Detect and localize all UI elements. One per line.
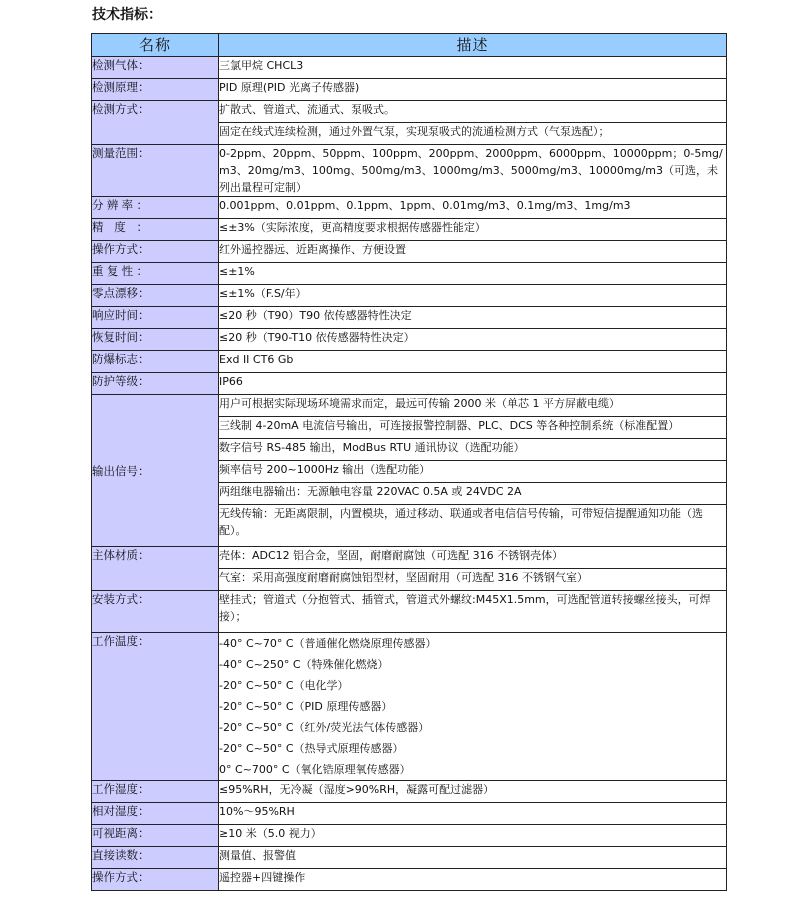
row-label: 相对湿度： bbox=[92, 803, 219, 825]
table-row bbox=[92, 79, 727, 101]
desc-line: -20° C~50° C（红外/荧光法气体传感器） bbox=[219, 721, 430, 734]
row-desc: ≤95%RH，无冷凝（湿度>90%RH，凝露可配过滤器） bbox=[219, 781, 727, 803]
table-row bbox=[92, 781, 727, 803]
row-label: 测量范围： bbox=[92, 145, 219, 197]
row-desc: ≤±3%（实际浓度，更高精度要求根据传感器性能定） bbox=[219, 219, 727, 241]
table-row bbox=[92, 307, 727, 329]
row-desc: 0-2ppm、20ppm、50ppm、100ppm、200ppm、2000ppm、6000ppm、10000ppm；0-5mg/m3、20mg/m3、100mg、500mg/m3、1000mg/m3、5000mg/m3、10000mg/m3（可选，未列出量程可定制） bbox=[219, 145, 727, 197]
row-desc: ≥10 米（5.0 视力） bbox=[219, 825, 727, 847]
desc-line: 0° C~700° C（氧化锆原理氧传感器） bbox=[219, 763, 411, 776]
table-row bbox=[92, 351, 727, 373]
table-row bbox=[92, 547, 727, 569]
row-desc: 数字信号 RS-485 输出，ModBus RTU 通讯协议（选配功能） bbox=[219, 439, 727, 461]
row-desc: 三线制 4-20mA 电流信号输出，可连接报警控制器、PLC、DCS 等各种控制系统（标准配置） bbox=[219, 417, 727, 439]
row-desc: 用户可根据实际现场环境需求而定，最远可传输 2000 米（单芯 1 平方屏蔽电缆） bbox=[219, 395, 727, 417]
header-name: 名称 bbox=[92, 34, 219, 57]
row-desc: 10%～95%RH bbox=[219, 803, 727, 825]
row-desc: 三氯甲烷 CHCL3 bbox=[219, 57, 727, 79]
row-label: 检测气体： bbox=[92, 57, 219, 79]
row-label: 主体材质： bbox=[92, 547, 219, 591]
row-desc: 固定在线式连续检测，通过外置气泵，实现泵吸式的流通检测方式（气泵选配）； bbox=[219, 123, 727, 145]
row-desc: 扩散式、管道式、流通式、泵吸式。 bbox=[219, 101, 727, 123]
table-row bbox=[92, 803, 727, 825]
desc-line: -20° C~50° C（PID 原理传感器） bbox=[219, 700, 393, 713]
table-header-row bbox=[92, 34, 727, 57]
row-label: 检测方式： bbox=[92, 101, 219, 145]
row-desc: PID 原理(PID 光离子传感器) bbox=[219, 79, 727, 101]
table-row bbox=[92, 847, 727, 869]
row-desc: 两组继电器输出：无源触电容量 220VAC 0.5A 或 24VDC 2A bbox=[219, 483, 727, 505]
row-label-text: 分辨率： bbox=[92, 198, 148, 212]
table-row bbox=[92, 241, 727, 263]
table-row bbox=[92, 869, 727, 891]
row-label bbox=[92, 263, 219, 285]
row-label: 操作方式： bbox=[92, 241, 219, 263]
table-row bbox=[92, 395, 727, 417]
row-desc: 0.001ppm、0.01ppm、0.1ppm、1ppm、0.01mg/m3、0.1mg/m3、1mg/m3 bbox=[219, 197, 727, 219]
table-row bbox=[92, 57, 727, 79]
row-desc: 测量值、报警值 bbox=[219, 847, 727, 869]
row-desc: 无线传输：无距离限制，内置模块，通过移动、联通或者电信信号传输，可带短信提醒通知功能（选配）。 bbox=[219, 505, 727, 547]
row-desc: 遥控器+四键操作 bbox=[219, 869, 727, 891]
row-label: 防爆标志： bbox=[92, 351, 219, 373]
table-row bbox=[92, 263, 727, 285]
table-row bbox=[92, 145, 727, 197]
row-desc: ≤±1%（F.S/年） bbox=[219, 285, 727, 307]
row-desc: IP66 bbox=[219, 373, 727, 395]
header-desc: 描述 bbox=[219, 34, 727, 57]
row-desc: Exd II CT6 Gb bbox=[219, 351, 727, 373]
row-label: 工作温度： bbox=[92, 633, 219, 781]
row-desc: ≤±1% bbox=[219, 263, 727, 285]
row-label: 响应时间： bbox=[92, 307, 219, 329]
row-desc: 壳体：ADC12 铝合金，坚固，耐磨耐腐蚀（可选配 316 不锈钢壳体） bbox=[219, 547, 727, 569]
page-title: 技术指标： bbox=[92, 7, 162, 23]
table-row bbox=[92, 373, 727, 395]
row-desc: 红外遥控器远、近距离操作、方便设置 bbox=[219, 241, 727, 263]
row-label: 工作湿度： bbox=[92, 781, 219, 803]
row-desc bbox=[219, 633, 727, 781]
row-desc: ≤20 秒（T90）T90 依传感器特性决定 bbox=[219, 307, 727, 329]
desc-line: -20° C~50° C（热导式原理传感器） bbox=[219, 742, 404, 755]
row-label-text: 精度： bbox=[92, 220, 148, 234]
table-row bbox=[92, 101, 727, 123]
row-label: 安装方式： bbox=[92, 591, 219, 633]
table-row bbox=[92, 591, 727, 633]
row-label: 恢复时间： bbox=[92, 329, 219, 351]
row-label: 检测原理： bbox=[92, 79, 219, 101]
table-row bbox=[92, 633, 727, 781]
row-label: 可视距离： bbox=[92, 825, 219, 847]
row-desc: 气室：采用高强度耐磨耐腐蚀铝型材，坚固耐用（可选配 316 不锈钢气室） bbox=[219, 569, 727, 591]
table-row bbox=[92, 197, 727, 219]
table-row bbox=[92, 825, 727, 847]
desc-line: -40° C~250° C（特殊催化燃烧） bbox=[219, 658, 389, 671]
table-row bbox=[92, 219, 727, 241]
desc-line: -40° C~70° C（普通催化燃烧原理传感器） bbox=[219, 637, 437, 650]
spec-table bbox=[91, 33, 727, 891]
desc-line: -20° C~50° C（电化学） bbox=[219, 679, 349, 692]
row-label bbox=[92, 219, 219, 241]
row-label: 防护等级： bbox=[92, 373, 219, 395]
table-row bbox=[92, 329, 727, 351]
row-label: 操作方式： bbox=[92, 869, 219, 891]
row-label: 零点漂移： bbox=[92, 285, 219, 307]
row-desc: 壁挂式；管道式（分抱管式、插管式，管道式外螺纹:M45X1.5mm，可选配管道转接螺丝接头，可焊接）； bbox=[219, 591, 727, 633]
row-desc: 频率信号 200~1000Hz 输出（选配功能） bbox=[219, 461, 727, 483]
row-label: 直接读数： bbox=[92, 847, 219, 869]
row-label-text: 重复性： bbox=[92, 264, 148, 278]
row-label bbox=[92, 197, 219, 219]
table-row bbox=[92, 285, 727, 307]
row-desc: ≤20 秒（T90-T10 依传感器特性决定） bbox=[219, 329, 727, 351]
row-label: 输出信号： bbox=[92, 395, 219, 547]
